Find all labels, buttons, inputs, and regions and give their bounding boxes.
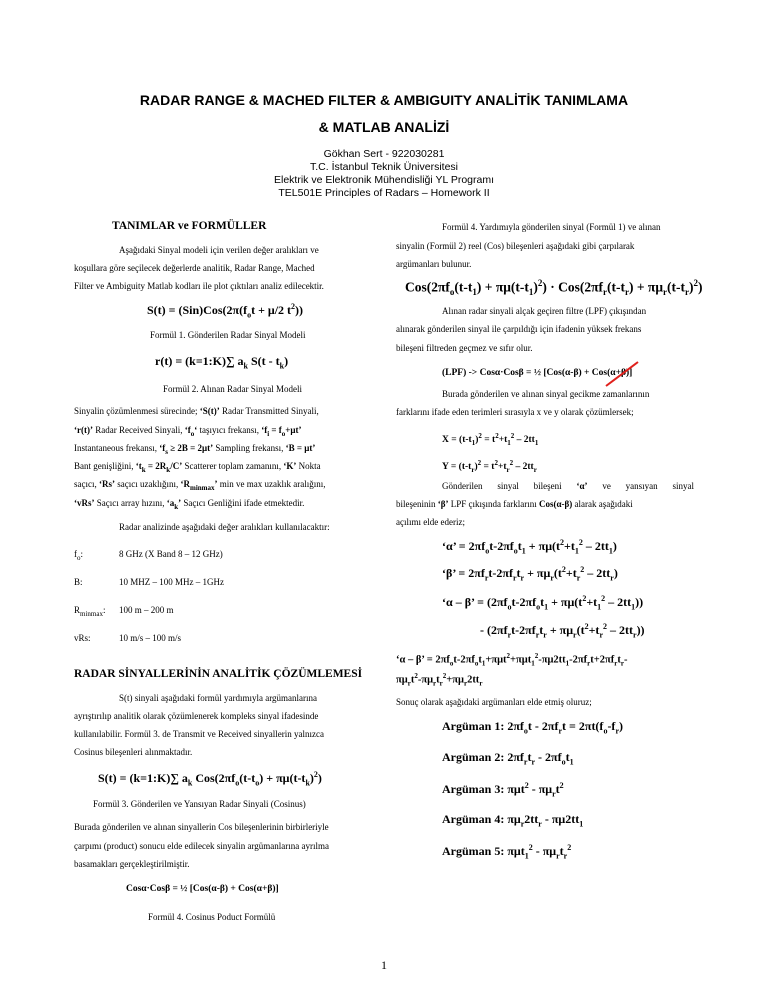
lpf-text-line3: bileşeni filtreden geçmez ve sıfır olur. [396, 343, 533, 353]
lpf-struck-text: Cos(α+β)] [591, 368, 633, 378]
lpf-text-line2: alınarak gönderilen sinyal ile çarpıldığı için ifadenin yüksek frekans [396, 324, 642, 334]
equation-y: $Y = (t-t_r)^2 = t^2+t_r^2 - 2tt_r$ [442, 459, 537, 475]
formula-2-caption: Formül 2. Alınan Radar Sinyal Modeli [163, 384, 302, 394]
range-label-rminmax: $R_{minmax}$: [74, 605, 106, 618]
analytic-text-line1: S(t) sinyali aşağıdaki formül yardımıyla argümanlarına [119, 693, 318, 703]
definitions-line4: Bant genişliğini, ‘$t_k = 2R_k/C$’ Scatterer toplam zamanını, ‘K’ Nokta [74, 461, 321, 474]
range-label-fo: $f_o$: [74, 549, 84, 562]
delay-text-line1: Burada gönderilen ve alınan sinyal gecikme zamanlarının [442, 389, 650, 399]
equation-diff-line1: ‘α – β’ = $(2\pi f_ot-2\pi f_ot_1 + \pi\mu(t^2+t_1^2 - 2tt_1))$ [442, 594, 644, 612]
definitions-line2: ‘r(t)’ Radar Received Sinyali, ‘$f_o‘$ taşıyıcı frekansı, ‘$f_i = f_o+\mu t$’ [74, 425, 302, 438]
equation-diff-line2: - $(2\pi f_rt-2\pi f_rt_r + \pi\mu_r(t^2+t_r^2 - 2tt_r))$ [480, 622, 645, 640]
formula-4: Cosα·Cosβ = ½ [Cos(α-β) + Cos(α+β)] [126, 884, 279, 894]
formula-2: r(t) = (k=1:K)∑ $a_k$ $S(t - t_k)$ [155, 354, 289, 371]
argument-1: Argüman 1: $2\pi f_ot - 2\pi f_rt = 2\pi t(f_o-f_r)$ [442, 719, 623, 736]
formula-1: $S(t) = (Sin)Cos(2\pi(f_ot + \mu/2$ $t^2$)) [147, 302, 304, 320]
lpf-equation-kept-term: (LPF) -> Cosα·Cosβ = ½ [Cos(α-β) + [442, 368, 592, 378]
equation-alpha: ‘α’ = $2\pi f_ot-2\pi f_ot_1 + \pi\mu(t^2+t_1^2 - 2tt_1)$ [442, 538, 617, 556]
alpha-beta-text-line3: açılımı elde ederiz; [396, 517, 465, 527]
author-course: TEL501E Principles of Radars – Homework II [278, 187, 490, 199]
definitions-line6: ‘vRs’ Saçıcı array hızını, ‘$a_k$’ Saçıcı Genliğini ifade etmektedir. [74, 498, 305, 511]
formula-4-caption: Formül 4. Cosinus Poduct Formülü [148, 912, 276, 922]
range-label-vrs: vRs: [74, 633, 91, 643]
definitions-line5: saçıcı, ‘Rs’ saçıcı uzaklığını, ‘$R_{minmax}$’ min ve max uzaklık aralığını, [74, 479, 326, 492]
ranges-intro: Radar analizinde aşağıdaki değer aralıkları kullanılacaktır: [119, 522, 330, 532]
paper-title-line2: & MATLAB ANALİZİ [318, 119, 450, 135]
formula-3: S(t) = (k=1:K)∑ $a_k$ $Cos(2\pi f_o(t-t_o) + \pi\mu(t-t_k)^2)$ [98, 770, 322, 788]
result-intro: Sonuç olarak aşağıdaki argümanları elde etmiş oluruz; [396, 697, 592, 707]
alpha-beta-text-line1: Gönderilen sinyal bileşeni ‘α’ ve yansıyan sinyal [442, 481, 694, 491]
analytic-text-line3: kullanılabilir. Formül 3. de Transmit ve Received sinyallerin yalnızca [74, 729, 324, 739]
page-number: 1 [381, 958, 387, 972]
formula-3-caption: Formül 3. Gönderilen ve Yansıyan Radar Sinyali (Cosinus) [93, 799, 306, 809]
range-value-vrs: 10 m/s – 100 m/s [119, 633, 182, 643]
range-label-b: B: [74, 577, 83, 587]
range-value-rminmax: 100 m – 200 m [119, 605, 174, 615]
lpf-equation-struck-term [592, 368, 633, 378]
analytic-text-line2: ayrıştırılıp analitik olarak çözümlenerek kompleks sinyal ifadesinde [74, 711, 319, 721]
delay-text-line2: farklarını ifade eden terimleri sırasıyla x ve y olarak çözümlersek; [396, 407, 634, 417]
analytic-text-line4: Cosinus bileşenleri alınmaktadır. [74, 747, 193, 757]
paper-title-line1: RADAR RANGE & MACHED FILTER & AMBIGUITY ANALİTİK TANIMLAMA [139, 92, 629, 108]
intro-text-line2: koşullara göre seçilecek değerlerde analitik, Radar Range, Mached [74, 263, 315, 273]
formula-1-caption: Formül 1. Gönderilen Radar Sinyal Modeli [150, 330, 306, 340]
argument-2: Argüman 2: $2\pi f_rt_r - 2\pi f_ot_1$ [442, 750, 574, 767]
alpha-beta-text-line2: bileşeninin ‘β’ LPF çıkışında farklarını Cos(α-β) alarak aşağıdaki [396, 499, 633, 509]
equation-diff-expanded-line1: ‘α – β’ = $2\pi f_ot-2\pi f_ot_1+\pi\mu t^2+\pi\mu t_1^2-\pi\mu 2tt_1-2\pi f_rt+2\pi f_rt_r-$ [396, 652, 628, 668]
author-program: Elektrik ve Elektronik Mühendisliği YL Programı [273, 174, 494, 186]
heading-definitions: TANIMLAR ve FORMÜLLER [112, 220, 267, 232]
range-value-fo: 8 GHz (X Band 8 – 12 GHz) [119, 549, 223, 559]
equation-beta: ‘β’ = $2\pi f_rt-2\pi f_rt_r + \pi\mu_r(t^2+t_r^2 - 2tt_r)$ [442, 565, 618, 583]
argument-5: Argüman 5: $\pi\mu t_1^2 - \pi\mu_rt_r^2$ [442, 843, 572, 861]
argument-3: Argüman 3: $\pi\mu t^2 - \pi\mu_rt^2$ [442, 781, 564, 799]
right-intro-line1: Formül 4. Yardımıyla gönderilen sinyal (Formül 1) ve alınan [442, 222, 661, 232]
equation-diff-expanded-line2: $\pi\mu_rt^2-\pi\mu_rt_r^2+\pi\mu_r2tt_r$ [396, 672, 483, 688]
author-university: T.C. İstanbul Teknik Üniversitesi [309, 161, 459, 173]
equation-x: $X = (t-t_1)^2 = t^2+t_1^2 - 2tt_1$ [442, 432, 539, 448]
right-intro-line2: sinyalin (Formül 2) reel (Cos) bileşenleri aşağıdaki gibi çarpılarak [396, 241, 635, 251]
right-intro-line3: argümanları bulunur. [396, 259, 472, 269]
product-text-line2: çarpımı (product) sonucu elde edilecek sinyalin argümanlarına ayrılma [74, 841, 329, 851]
argument-4: Argüman 4: $\pi\mu_r2tt_r - \pi\mu 2tt_1$ [442, 812, 584, 829]
product-equation: $Cos(2\pi f_o(t-t_1) + \pi\mu(t-t_1)^2) \cdot Cos(2\pi f_r(t-t_r) + \pi\mu_r(t-t_r)^2)$ [405, 278, 703, 298]
lpf-text-line1: Alınan radar sinyali alçak geçiren filtre (LPF) çıkışından [442, 306, 647, 316]
definitions-line3: Instantaneous frekansı, ‘$f_s \ge 2B = 2\mu t$’ Sampling frekansı, ‘B = μt’ [74, 443, 316, 456]
intro-text-line1: Aşağıdaki Sinyal modeli için verilen değer aralıkları ve [119, 245, 319, 255]
heading-analytic-solution: RADAR SİNYALLERİNİN ANALİTİK ÇÖZÜMLEMESİ [74, 668, 363, 680]
intro-text-line3: Filter ve Ambiguity Matlab kodları ile plot çıktıları analiz edilecektir. [74, 281, 324, 291]
range-value-b: 10 MHZ – 100 MHz – 1GHz [119, 577, 224, 587]
red-strike-mark [600, 358, 650, 390]
lpf-equation [442, 368, 632, 378]
definitions-line1: Sinyalin çözümlenmesi sürecinde; ‘S(t)’ Radar Transmitted Sinyali, [74, 406, 319, 416]
author-name: Gökhan Sert - 922030281 [323, 148, 445, 160]
product-text-line3: basamakları gerçekleştirilmiştir. [74, 859, 190, 869]
product-text-line1: Burada gönderilen ve alınan sinyallerin Cos bileşenlerinin birbirleriyle [74, 822, 329, 832]
